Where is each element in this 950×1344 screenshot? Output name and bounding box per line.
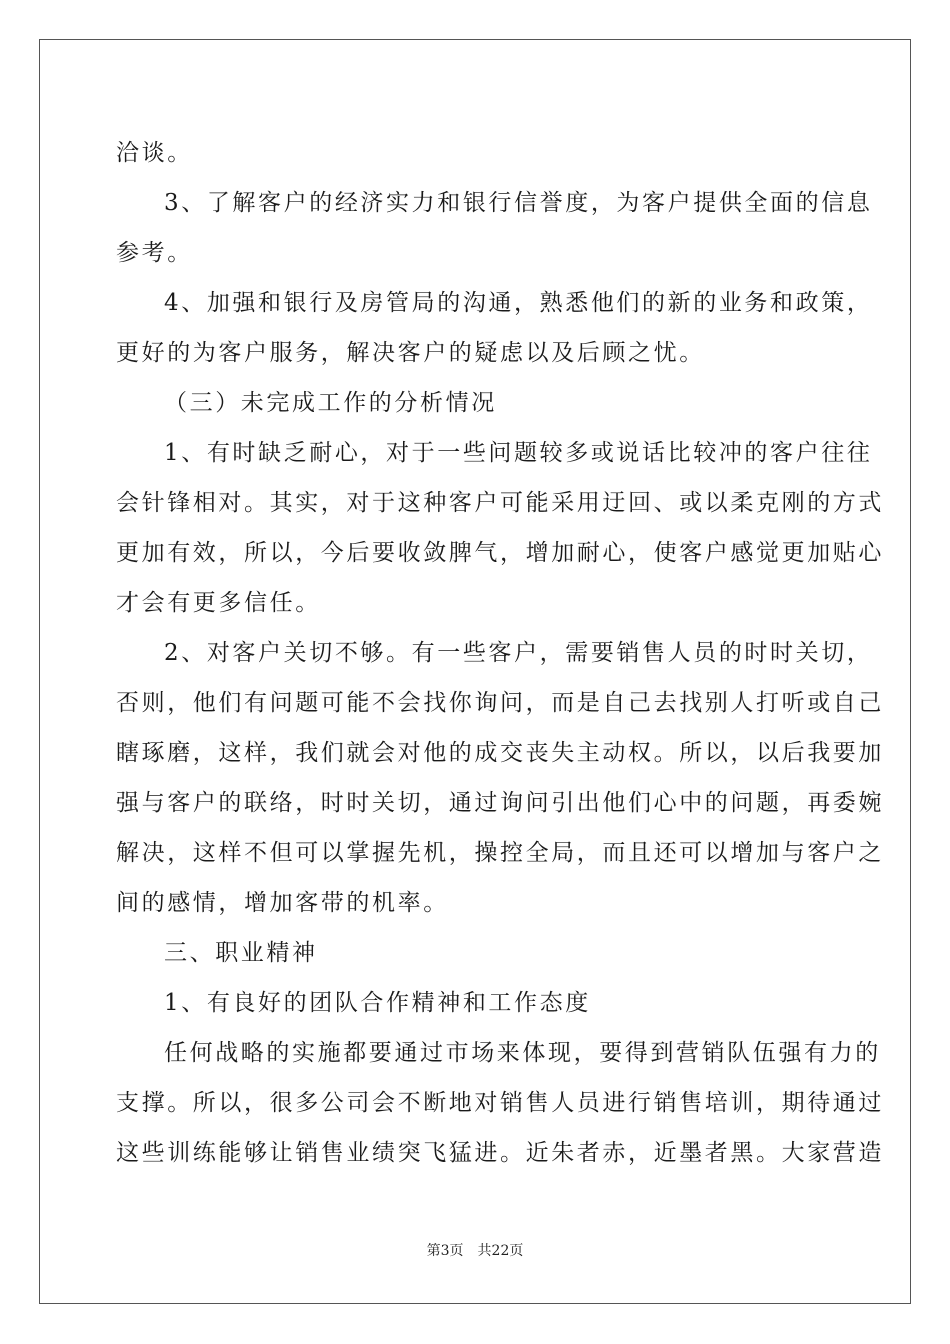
text-line: 1、有时缺乏耐心，对于一些问题较多或说话比较冲的客户往往 [164, 440, 873, 466]
text-line: 瞎琢磨，这样，我们就会对他的成交丧失主动权。所以，以后我要加 [116, 740, 884, 766]
document-body [116, 128, 884, 1178]
text-line: 任何战略的实施都要通过市场来体现，要得到营销队伍强有力的 [164, 1040, 881, 1066]
text-line: 4、加强和银行及房管局的沟通，熟悉他们的新的业务和政策， [164, 290, 873, 316]
page-footer [0, 1240, 950, 1260]
text-line: 参考。 [116, 240, 193, 266]
text-line: 支撑。所以，很多公司会不断地对销售人员进行销售培训，期待通过 [116, 1090, 884, 1116]
page-number: 第3页 [426, 1243, 464, 1259]
page-total: 共22页 [477, 1243, 524, 1259]
text-line: 会针锋相对。其实，对于这种客户可能采用迂回、或以柔克刚的方式 [116, 490, 884, 516]
subsection-heading: 1、有良好的团队合作精神和工作态度 [164, 990, 591, 1016]
text-line: 强与客户的联络，时时关切，通过询问引出他们心中的问题，再委婉 [116, 790, 884, 816]
text-line: 3、了解客户的经济实力和银行信誉度，为客户提供全面的信息 [164, 190, 873, 216]
text-line: 才会有更多信任。 [116, 590, 321, 616]
text-line: 否则，他们有问题可能不会找你询问，而是自己去找别人打听或自己 [116, 690, 884, 716]
text-line: 更好的为客户服务，解决客户的疑虑以及后顾之忧。 [116, 340, 705, 366]
text-line: 2、对客户关切不够。有一些客户，需要销售人员的时时关切， [164, 640, 873, 666]
section-heading: （三）未完成工作的分析情况 [164, 390, 497, 416]
text-line: 更加有效，所以，今后要收敛脾气，增加耐心，使客户感觉更加贴心 [116, 540, 884, 566]
text-line: 洽谈。 [116, 140, 193, 166]
section-heading: 三、职业精神 [164, 940, 318, 966]
text-line: 间的感情，增加客带的机率。 [116, 890, 449, 916]
text-line: 这些训练能够让销售业绩突飞猛进。近朱者赤，近墨者黑。大家营造 [116, 1140, 884, 1166]
text-line: 解决，这样不但可以掌握先机，操控全局，而且还可以增加与客户之 [116, 840, 884, 866]
